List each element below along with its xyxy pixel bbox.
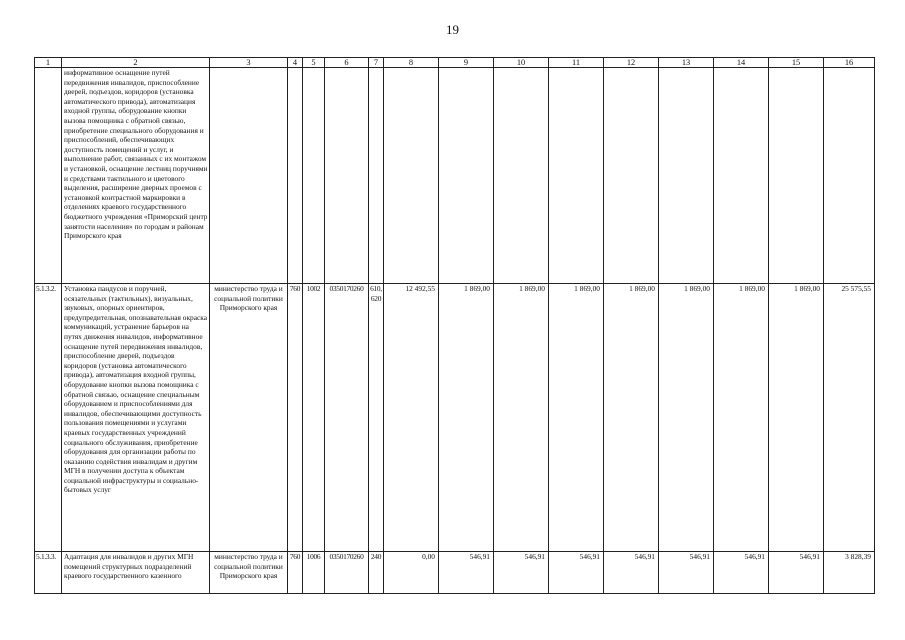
cell-c4: 760 (288, 284, 303, 552)
header-cell: 16 (824, 58, 875, 68)
header-cell: 12 (604, 58, 659, 68)
row-executor: министерство труда и социальной политики Приморского края (210, 552, 288, 594)
cell-c11 (549, 68, 604, 284)
header-cell: 7 (369, 58, 384, 68)
cell-c9 (439, 68, 494, 284)
cell-c14 (714, 68, 769, 284)
cell-c6 (325, 68, 369, 284)
program-table (34, 57, 875, 594)
cell-c7: 610, 620 (369, 284, 384, 552)
cell-c11: 1 869,00 (549, 284, 604, 552)
header-cell: 4 (288, 58, 303, 68)
header-cell: 9 (439, 58, 494, 68)
table-row (35, 284, 875, 552)
row-number: 5.1.3.2. (35, 284, 62, 552)
header-row (35, 58, 875, 68)
header-cell: 1 (35, 58, 62, 68)
row-description: Адаптация для инвалидов и других МГН помещений структурных подразделений краевого государственного казенного (62, 552, 210, 594)
cell-c9: 546,91 (439, 552, 494, 594)
header-cell: 13 (659, 58, 714, 68)
header-cell: 10 (494, 58, 549, 68)
cell-c12: 546,91 (604, 552, 659, 594)
cell-c8 (384, 68, 439, 284)
cell-c10: 546,91 (494, 552, 549, 594)
table-row (35, 552, 875, 594)
cell-c4 (288, 68, 303, 284)
header-cell: 11 (549, 58, 604, 68)
table-row (35, 68, 875, 284)
header-cell: 3 (210, 58, 288, 68)
cell-c8: 0,00 (384, 552, 439, 594)
cell-c8: 12 492,55 (384, 284, 439, 552)
cell-c12 (604, 68, 659, 284)
header-cell: 8 (384, 58, 439, 68)
cell-c10 (494, 68, 549, 284)
cell-c4: 760 (288, 552, 303, 594)
cell-c13: 546,91 (659, 552, 714, 594)
cell-c14: 546,91 (714, 552, 769, 594)
page-number: 19 (446, 22, 459, 37)
cell-c9: 1 869,00 (439, 284, 494, 552)
header-cell: 15 (769, 58, 824, 68)
cell-c12: 1 869,00 (604, 284, 659, 552)
row-description: информативное оснащение путей передвижения инвалидов, приспособление дверей, подъездов, коридоров (установка автоматического привода), автоматизация входной группы, оборудование кнопки вызова помощника с обратной связью, приобретение специального оборудования и приспособлений, обеспечивающих доступность помещений и услуг, и выполнение работ, связанных с их монтажом и установкой, оснащение лестниц поручнями и средствами тактильного и цветового выделения, расширение дверных проемов с установкой контрастной маркировки в отделениях краевого государственного бюджетного учреждения «Приморский центр занятости населения» по городам и районам Приморского края (62, 68, 210, 284)
row-executor (210, 68, 288, 284)
header-cell: 14 (714, 58, 769, 68)
header-cell: 2 (62, 58, 210, 68)
cell-c5 (303, 68, 325, 284)
cell-c6: 0350170260 (325, 552, 369, 594)
cell-c13 (659, 68, 714, 284)
cell-c5: 1002 (303, 284, 325, 552)
cell-c15 (769, 68, 824, 284)
cell-c5: 1006 (303, 552, 325, 594)
cell-c11: 546,91 (549, 552, 604, 594)
row-executor: министерство труда и социальной политики Приморского края (210, 284, 288, 552)
cell-c16 (824, 68, 875, 284)
cell-c16: 25 575,55 (824, 284, 875, 552)
cell-c15: 546,91 (769, 552, 824, 594)
header-cell: 5 (303, 58, 325, 68)
cell-c10: 1 869,00 (494, 284, 549, 552)
cell-c14: 1 869,00 (714, 284, 769, 552)
row-number: 5.1.3.3. (35, 552, 62, 594)
header-cell: 6 (325, 58, 369, 68)
cell-c7 (369, 68, 384, 284)
row-description: Установка пандусов и поручней, осязательных (тактильных), визуальных, звуковых, опорных ориентиров, предупредительная, опознавательная окраска коммуникаций, устранение барьеров на путях движения инвалидов, информативное оснащение путей передвижения инвалидов, приспособление дверей, подъездов коридоров (установка автоматического привода), автоматизация входной группы, оборудование кнопки вызова помощника с обратной связью, оснащение специальным оборудованием и приспособлениями для инвалидов, обеспечивающими доступность пользования помещениями и услугами краевых государственных учреждений социального обслуживания, приобретение оборудования для организации работы по оказанию содействия инвалидам и другим МГН в получении доступа к объектам социальной инфраструктуры и социально-бытовых услуг (62, 284, 210, 552)
cell-c16: 3 828,39 (824, 552, 875, 594)
cell-c6: 0350170260 (325, 284, 369, 552)
row-number (35, 68, 62, 284)
cell-c7: 240 (369, 552, 384, 594)
cell-c15: 1 869,00 (769, 284, 824, 552)
cell-c13: 1 869,00 (659, 284, 714, 552)
